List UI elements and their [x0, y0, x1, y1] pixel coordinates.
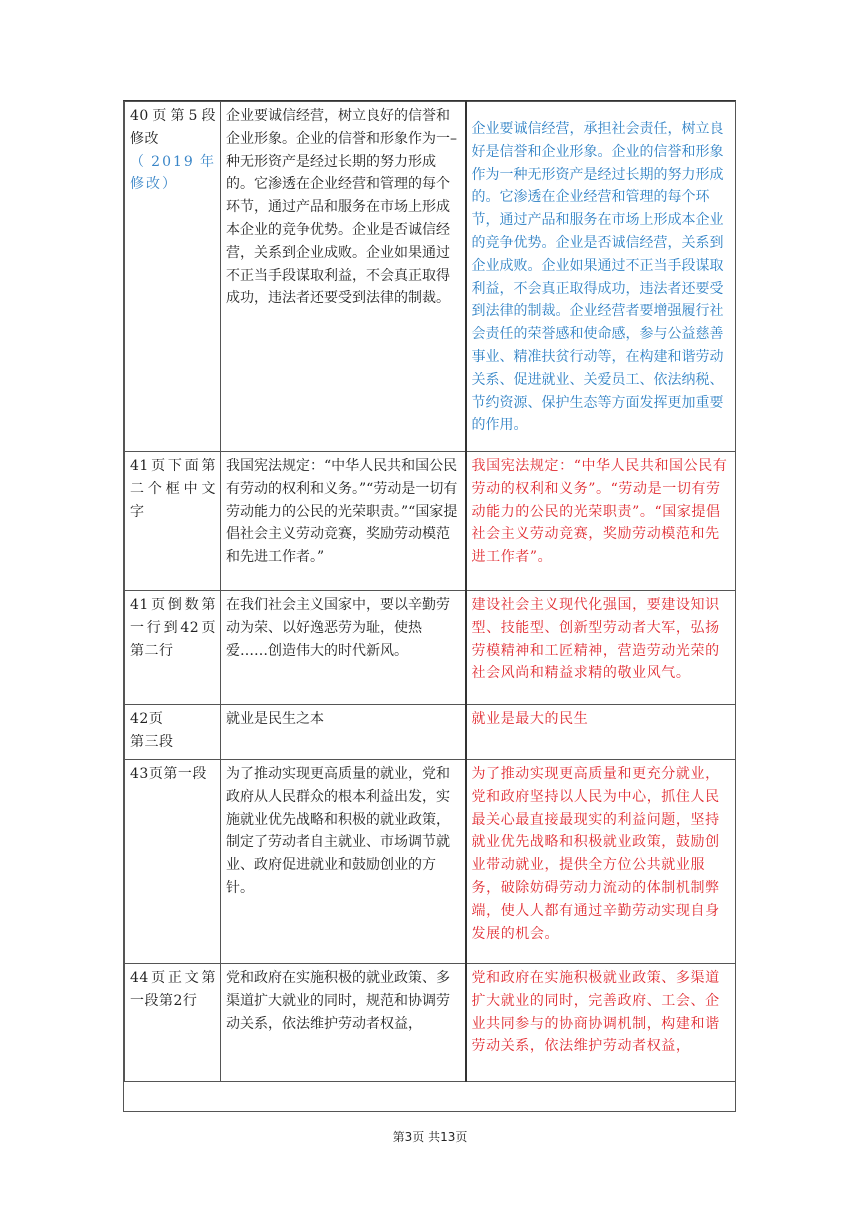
original-text: 我国宪法规定：“中华人民共和国公民有劳动的权利和义务。”“劳动是一切有劳动能力的公民的光荣职责。”“国家提倡社会主义劳动竞赛，奖励劳动模范和先进工作者。”	[226, 458, 458, 566]
original-text-cell	[221, 964, 466, 1082]
original-text: 在我们社会主义国家中，要以辛勤劳动为荣、以好逸恶劳为耻，使热爱……创造伟大的时代新风。	[226, 597, 450, 659]
revised-text: 就业是最大的民生	[471, 711, 589, 727]
location-cell	[125, 705, 221, 760]
page-footer: 第3页 共13页	[392, 1130, 468, 1144]
original-text-cell	[221, 760, 466, 964]
location-note: （2019年修改）	[130, 153, 216, 193]
revised-text: 建设社会主义现代化强国，要建设知识型、技能型、创新型劳动者大军，弘扬劳模精神和工匠精神，营造劳动光荣的社会风尚和精益求精的敬业风气。	[471, 597, 720, 682]
original-text-cell	[221, 591, 466, 705]
location-cell	[125, 591, 221, 705]
original-text-cell	[221, 102, 466, 452]
location-text: 40页第5段修改	[130, 108, 216, 147]
revised-text-cell	[466, 705, 736, 760]
revision-table	[124, 101, 736, 1082]
original-text: 党和政府在实施积极的就业政策、多渠道扩大就业的同时，规范和协调劳动关系，依法维护劳动者权益，	[226, 970, 450, 1032]
revised-text-cell	[466, 591, 736, 705]
location-cell	[125, 760, 221, 964]
location-cell	[125, 964, 221, 1082]
table-row	[125, 102, 736, 452]
location-text-line2: 第三段	[130, 733, 174, 750]
original-text: 企业要诚信经营，树立良好的信誉和企业形象。企业的信誉和形象作为一–种无形资产是经过长期的努力形成的。它渗透在企业经营和管理的每个环节，通过产品和服务在市场上形成本企业的竞争优势。企业是否诚信经营，关系到企业成败。企业如果通过不正当手段谋取利益，不会真正取得成功，违法者还要受到法律的制裁。	[226, 108, 457, 307]
table-row	[125, 705, 736, 760]
table-row	[125, 452, 736, 591]
revised-text: 企业要诚信经营，承担社会责任，树立良好是信誉和企业形象。企业的信誉和形象作为一种无形资产是经过长期的努力形成的。它渗透在企业经营和管理的每个环节，通过产品和服务在市场上形成本企业的竞争优势。企业是否诚信经营，关系到企业成败。企业如果通过不正当手段谋取利益，不会真正取得成功，违法者还要受到法律的制裁。企业经营者要增强履行社会责任的荣誉感和使命感，参与公益慈善事业、精准扶贫行动等，在构建和谐劳动关系、促进就业、关爱员工、依法纳税、节约资源、保护生态等方面发挥更加重要的作用。	[471, 121, 724, 434]
table-row	[125, 964, 736, 1082]
revised-text: 为了推动实现更高质量和更充分就业，党和政府坚持以人民为中心，抓住人民最关心最直接最现实的利益问题，坚持就业优先战略和积极就业政策，鼓励创业带动就业，提供全方位公共就业服务，破除妨碍劳动力流动的体制机制弊端，使人人都有通过辛勤劳动实现自身发展的机会。	[471, 766, 720, 942]
revised-text: 我国宪法规定：“中华人民共和国公民有劳动的权利和义务”。“劳动是一切有劳动能力的公民的光荣职责”。“国家提倡社会主义劳动竞赛，奖励劳动模范和先进工作者”。	[471, 458, 728, 566]
revised-text-cell	[466, 760, 736, 964]
original-text: 为了推动实现更高质量的就业，党和政府从人民群众的根本利益出发，实施就业优先战略和积极的就业政策，制定了劳动者自主就业、市场调节就业、政府促进就业和鼓励创业的方针。	[226, 766, 450, 896]
original-text-cell	[221, 452, 466, 591]
location-cell	[125, 452, 221, 591]
table-row	[125, 760, 736, 964]
revised-text: 党和政府在实施积极就业政策、多渠道扩大就业的同时，完善政府、工会、企业共同参与的协商协调机制，构建和谐劳动关系，依法维护劳动者权益，	[471, 970, 720, 1055]
location-text: 41页下面第二个框中文字	[130, 458, 216, 520]
revised-text-cell	[466, 102, 736, 452]
revised-text-cell	[466, 452, 736, 591]
location-text: 43页第一段	[130, 766, 207, 782]
location-cell	[125, 102, 221, 452]
location-text: 41页倒数第一行到42页第二行	[130, 597, 216, 659]
table-row	[125, 591, 736, 705]
original-text-cell	[221, 705, 466, 760]
revised-text-cell	[466, 964, 736, 1082]
location-text: 44页正文第一段第2行	[130, 970, 216, 1009]
original-text: 就业是民生之本	[226, 711, 324, 727]
location-text: 42页	[130, 711, 164, 727]
